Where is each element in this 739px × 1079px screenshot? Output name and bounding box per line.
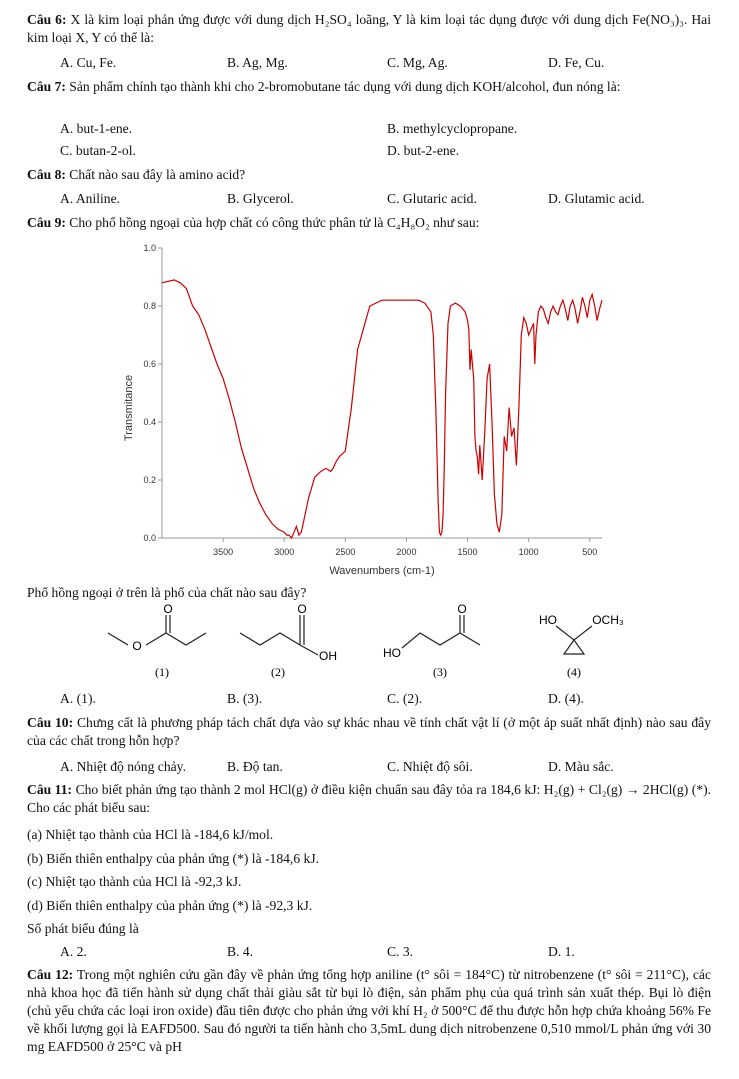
ir-spectrum-chart xyxy=(110,236,610,581)
question-10 xyxy=(27,714,711,750)
question-12-stem: Trong một nghiên cứu gần đây về phản ứng tổng hợp aniline (t° sôi = 184°C) từ nitrobenzene (t° sôi = 211°C), các nhà khoa học đã tiến hành sử dụng chất thải giàu sắt từ bụi lò điện, sản phẩm phụ của quá trình sản xuất thép. Bụi lò điện (chủ yếu chứa các loại iron oxide) đầu tiên được cho phản ứng với khí H₂ ở 500°C để thu được hỗn hợp chứa khoảng 56% Fe về khối lượng gọi là EAFD500. Sau đó người ta tiến hành cho 3,5mL dung dịch nitrobenzene 0,510 mmol/L phản ứng với 30 mg EAFD500 ở 25°C và pH xyxy=(27,967,711,1054)
q7-option-b[interactable]: B. methylcyclopropane. xyxy=(387,121,518,136)
x-tick-label: 3500 xyxy=(213,547,234,557)
q11-statement-a: (a) Nhiệt tạo thành của HCl là -184,6 kJ/mol. xyxy=(27,827,274,842)
q11-option-b[interactable]: B. 4. xyxy=(227,944,254,959)
q10-option-d[interactable]: D. Màu sắc. xyxy=(548,759,614,774)
structure-4-label: (4) xyxy=(567,665,581,679)
x-tick-label: 2500 xyxy=(335,547,356,557)
y-tick-label: 0.6 xyxy=(143,359,156,369)
question-8-options xyxy=(27,190,711,209)
question-9 xyxy=(27,214,711,232)
q9-option-b[interactable]: B. (3). xyxy=(227,691,263,706)
y-tick-label: 0.8 xyxy=(143,301,156,311)
question-11-stem: Cho biết phản ứng tạo thành 2 mol HCl(g) ở điều kiện chuẩn sau đây tỏa ra 184,6 kJ: H₂(g) + Cl₂(g) → 2HCl(g) (*). Cho các phát biểu sau: xyxy=(27,782,711,815)
structure-2-label: (2) xyxy=(271,665,285,679)
q6-option-d[interactable]: D. Fe, Cu. xyxy=(548,55,605,70)
question-7-options-row1 xyxy=(27,120,711,139)
x-tick-label: 1000 xyxy=(518,547,539,557)
question-9-stem: Cho phổ hồng ngoại của hợp chất có công thức phân tử là C₄H₈O₂ như sau: xyxy=(65,215,480,230)
structure-1-ester-o: O xyxy=(132,639,142,653)
y-axis-label: Transmitance xyxy=(123,374,135,442)
q8-option-c[interactable]: C. Glutaric acid. xyxy=(387,191,477,206)
y-tick-label: 1.0 xyxy=(143,243,156,253)
x-tick-label: 500 xyxy=(582,547,598,557)
question-11-options xyxy=(27,943,711,962)
question-7-options-row2 xyxy=(27,142,711,161)
structure-2-carbonyl-o: O xyxy=(297,602,307,616)
structure-3-ho: HO xyxy=(383,646,401,660)
question-6 xyxy=(27,11,711,47)
spectrum-series-line xyxy=(162,280,602,538)
x-tick-label: 3000 xyxy=(274,547,295,557)
structure-1 xyxy=(108,615,206,645)
structure-3 xyxy=(402,615,480,648)
q11-option-d[interactable]: D. 1. xyxy=(548,944,575,959)
q9-option-a[interactable]: A. (1). xyxy=(60,691,96,706)
q6-option-a[interactable]: A. Cu, Fe. xyxy=(60,55,117,70)
q10-option-a[interactable]: A. Nhiệt độ nóng chảy. xyxy=(60,759,186,774)
structure-4 xyxy=(556,626,592,654)
question-9-prompt: Phổ hồng ngoại ở trên là phổ của chất nào sau đây? xyxy=(27,585,307,600)
question-8-label: Câu 8: xyxy=(27,167,66,182)
question-11-label: Câu 11: xyxy=(27,782,73,797)
structure-4-ho: HO xyxy=(539,613,557,627)
q9-option-d[interactable]: D. (4). xyxy=(548,691,584,706)
q10-option-c[interactable]: C. Nhiệt độ sôi. xyxy=(387,759,473,774)
question-7-label: Câu 7: xyxy=(27,79,66,94)
q11-statement-d: (d) Biến thiên enthalpy của phản ứng (*) là -92,3 kJ. xyxy=(27,898,313,913)
q10-option-b[interactable]: B. Độ tan. xyxy=(227,759,283,774)
x-axis-label: Wavenumbers (cm-1) xyxy=(329,565,435,577)
q9-option-c[interactable]: C. (2). xyxy=(387,691,423,706)
question-7-stem: Sản phẩm chính tạo thành khi cho 2-bromobutane tác dụng với dung dịch KOH/alcohol, đun nóng là: xyxy=(65,79,621,94)
question-11 xyxy=(27,781,711,817)
y-tick-label: 0.0 xyxy=(143,533,156,543)
question-9-options xyxy=(27,690,711,709)
x-tick-label: 2000 xyxy=(396,547,417,557)
structures-panel xyxy=(100,600,640,682)
question-8 xyxy=(27,166,711,184)
question-7 xyxy=(27,78,711,96)
question-9-label: Câu 9: xyxy=(27,215,66,230)
structure-2-oh: OH xyxy=(319,649,337,663)
structure-1-label: (1) xyxy=(155,665,169,679)
structure-1-carbonyl-o: O xyxy=(163,602,173,616)
y-tick-label: 0.4 xyxy=(143,417,156,427)
question-10-label: Câu 10: xyxy=(27,715,74,730)
structure-3-label: (3) xyxy=(433,665,447,679)
q6-option-b[interactable]: B. Ag, Mg. xyxy=(227,55,288,70)
question-10-options xyxy=(27,758,711,777)
q8-option-a[interactable]: A. Aniline. xyxy=(60,191,121,206)
y-tick-label: 0.2 xyxy=(143,475,156,485)
q8-option-d[interactable]: D. Glutamic acid. xyxy=(548,191,645,206)
question-6-options xyxy=(27,54,711,73)
question-8-stem: Chất nào sau đây là amino acid? xyxy=(65,167,246,182)
q8-option-b[interactable]: B. Glycerol. xyxy=(227,191,294,206)
q11-option-c[interactable]: C. 3. xyxy=(387,944,414,959)
question-12 xyxy=(27,966,711,1056)
question-11-prompt: Số phát biểu đúng là xyxy=(27,921,139,936)
structure-4-och3: OCH₃ xyxy=(592,613,624,627)
question-6-label: Câu 6: xyxy=(27,12,67,27)
q11-statement-c: (c) Nhiệt tạo thành của HCl là -92,3 kJ. xyxy=(27,874,242,889)
structure-3-carbonyl-o: O xyxy=(457,602,467,616)
question-12-label: Câu 12: xyxy=(27,967,74,982)
q11-statement-b: (b) Biến thiên enthalpy của phản ứng (*) là -184,6 kJ. xyxy=(27,851,320,866)
q7-option-d[interactable]: D. but-2-ene. xyxy=(387,143,460,158)
q11-option-a[interactable]: A. 2. xyxy=(60,944,87,959)
structure-2 xyxy=(240,615,318,655)
q6-option-c[interactable]: C. Mg, Ag. xyxy=(387,55,448,70)
question-10-stem: Chưng cất là phương pháp tách chất dựa vào sự khác nhau về tính chất vật lí (ở một áp suất nhất định) nào sau đây của các chất trong hỗn hợp? xyxy=(27,715,711,748)
q7-option-a[interactable]: A. but-1-ene. xyxy=(60,121,133,136)
question-6-stem: X là kim loại phản ứng được với dung dịch H₂SO₄ loãng, Y là kim loại tác dụng được với dung dịch Fe(NO₃)₃. Hai kim loại X, Y có thể là: xyxy=(27,12,711,45)
x-tick-label: 1500 xyxy=(457,547,478,557)
q7-option-c[interactable]: C. butan-2-ol. xyxy=(60,143,136,158)
